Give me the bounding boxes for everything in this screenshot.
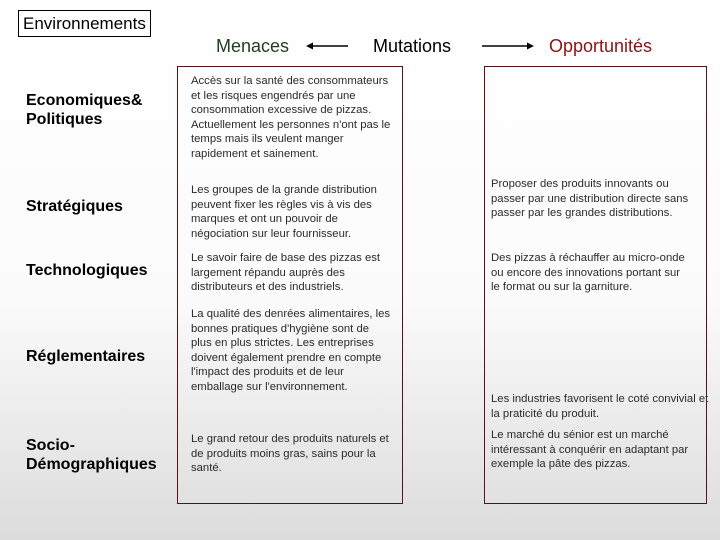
opportunity-cell-strategic: Proposer des produits innovants ou passer par une distribution directe sans passer par les grandes distributions.	[491, 178, 689, 220]
opportunities-heading: Opportunités	[549, 36, 653, 56]
row-label-regulatory: Réglementaires	[26, 348, 146, 365]
row-label-strategic: Stratégiques	[26, 198, 123, 215]
row-label-socio-demographic: Socio-Démographiques	[26, 437, 157, 473]
threat-cell-economic-political: Accès sur la santé des consommateurs et les risques engendrés par une consommation excessive de pizzas. Actuellement les personnes n'ont pas le temps mais ils veulent manger rapidement et sainement.	[191, 75, 391, 160]
threat-cell-strategic: Les groupes de la grande distribution peuvent fixer les règles vis à vis des marques et ont un pouvoir de négociation sur leur fournisseur.	[191, 184, 377, 240]
double-arrow-icon	[304, 36, 350, 56]
right-arrow-icon	[480, 36, 536, 56]
opportunity-cell-socio-demographic: Le marché du sénior est un marché intéressant à conquérir en adaptant par exemple la pâte des pizzas.	[491, 429, 689, 471]
threats-heading: Menaces	[216, 36, 290, 56]
row-label-technological: Technologiques	[26, 262, 148, 279]
opportunity-cell-regulatory: Les industries favorisent le coté convivial et la praticité du produit.	[491, 393, 709, 420]
row-label-economic-political: Economiques& Politiques	[26, 92, 143, 128]
threat-cell-regulatory: La qualité des denrées alimentaires, les bonnes pratiques d'hygiène sont de plus en plus strictes. Les entreprises doivent également prendre en compte l'impact des produits et de leur emballage sur l'environnement.	[191, 308, 391, 393]
threat-cell-socio-demographic: Le grand retour des produits naturels et de produits moins gras, sains pour la santé.	[191, 433, 389, 475]
environments-title: Environnements	[18, 10, 151, 37]
mutations-heading: Mutations	[373, 36, 452, 56]
opportunity-cell-technological: Des pizzas à réchauffer au micro-onde ou encore des innovations portant sur le format ou sur la garniture.	[491, 252, 685, 294]
threat-cell-technological: Le savoir faire de base des pizzas est largement répandu auprès des distributeurs et des industriels.	[191, 252, 381, 294]
